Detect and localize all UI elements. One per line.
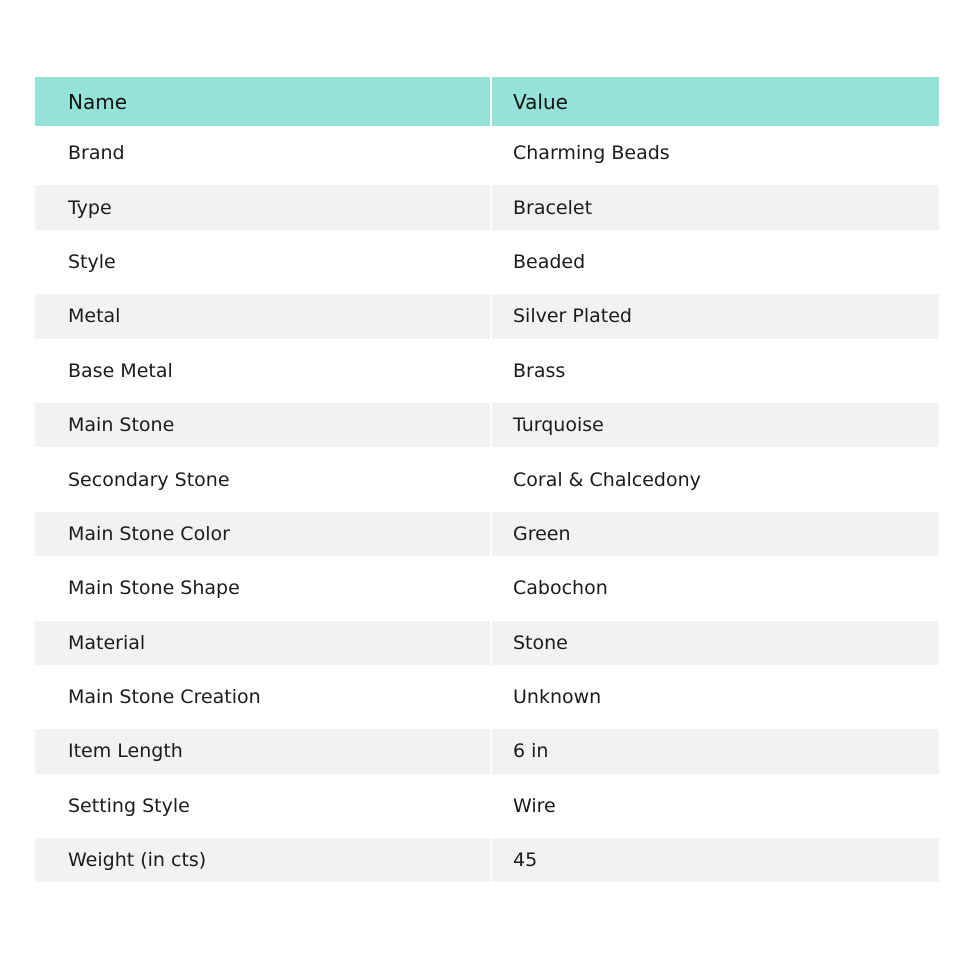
table-row [35,235,939,289]
row-name-cell: Weight (in cts) [35,833,490,887]
row-value-cell: 6 in [490,724,939,778]
row-value-cell: Silver Plated [490,289,939,343]
row-value-cell: Wire [490,779,939,833]
table-header [35,77,939,126]
row-name-cell: Metal [35,289,490,343]
table-row [35,289,939,343]
row-value-cell: Charming Beads [490,126,939,180]
row-value-cell: Beaded [490,235,939,289]
row-name-cell: Style [35,235,490,289]
row-value-cell: Green [490,507,939,561]
header-row [35,77,939,126]
row-name-cell: Secondary Stone [35,452,490,506]
table-row [35,670,939,724]
table-row [35,180,939,234]
row-name-cell: Brand [35,126,490,180]
column-header-name: Name [35,77,490,126]
row-name-cell: Main Stone Color [35,507,490,561]
row-value-cell: Unknown [490,670,939,724]
table-body [35,126,939,887]
table-row [35,344,939,398]
table-row [35,616,939,670]
table-row [35,398,939,452]
column-header-value: Value [490,77,939,126]
row-name-cell: Material [35,616,490,670]
table-row [35,779,939,833]
table-row [35,507,939,561]
table-row [35,452,939,506]
row-value-cell: Cabochon [490,561,939,615]
row-value-cell: Turquoise [490,398,939,452]
row-value-cell: Bracelet [490,180,939,234]
row-name-cell: Main Stone [35,398,490,452]
row-name-cell: Type [35,180,490,234]
table-row [35,724,939,778]
specifications-table [35,77,939,887]
row-name-cell: Item Length [35,724,490,778]
table-row [35,561,939,615]
row-name-cell: Main Stone Creation [35,670,490,724]
row-value-cell: Brass [490,344,939,398]
table-row [35,126,939,180]
table-row [35,833,939,887]
row-name-cell: Base Metal [35,344,490,398]
row-value-cell: Coral & Chalcedony [490,452,939,506]
row-value-cell: Stone [490,616,939,670]
row-name-cell: Main Stone Shape [35,561,490,615]
row-value-cell: 45 [490,833,939,887]
row-name-cell: Setting Style [35,779,490,833]
